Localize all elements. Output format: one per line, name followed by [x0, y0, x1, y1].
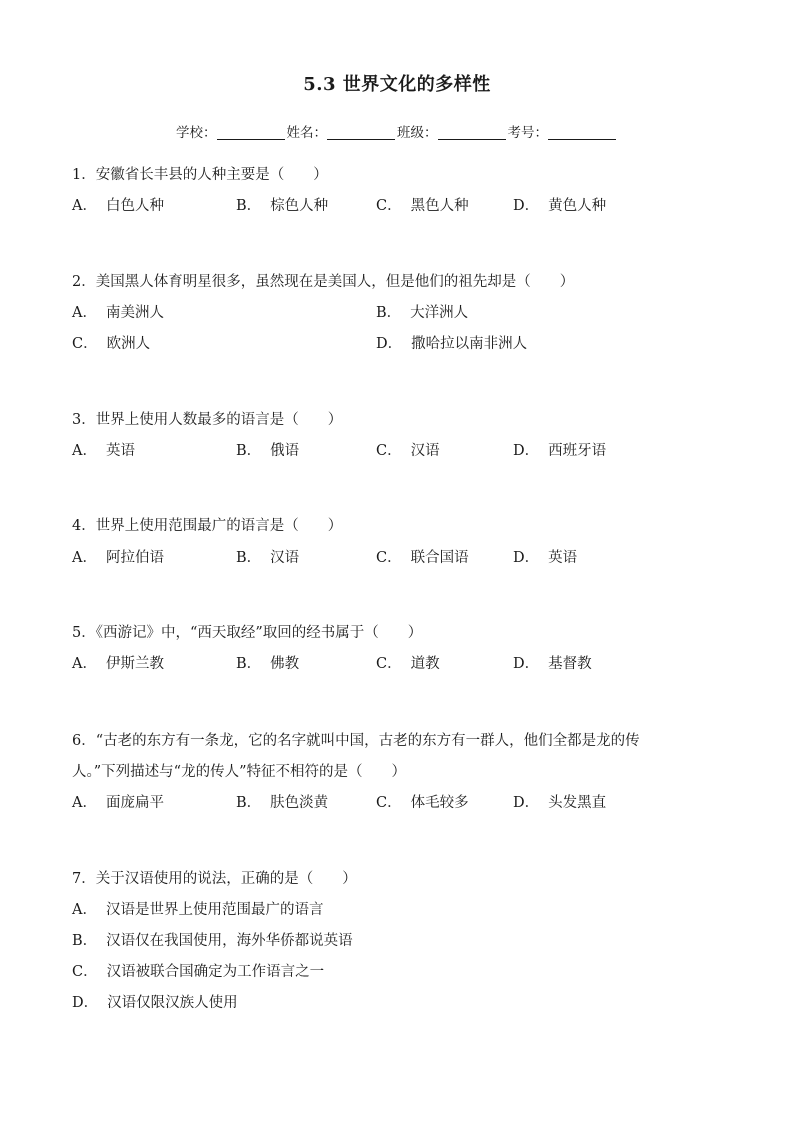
question-4-option-c: C． 联合国语: [376, 550, 469, 566]
question-3-options: [72, 436, 732, 467]
question-2-options-row2: [72, 329, 732, 360]
question-4-option-d: D． 英语: [513, 550, 578, 566]
question-7-stem: 7．关于汉语使用的说法，正确的是（ ）: [72, 871, 357, 887]
name-blank: [327, 125, 395, 140]
question-1-stem: 1．安徽省长丰县的人种主要是（ ）: [72, 167, 328, 183]
question-6-option-b: B． 肤色淡黄: [236, 795, 329, 811]
question-2-option-d: D． 撒哈拉以南非洲人: [376, 336, 528, 352]
question-1-options: [72, 191, 732, 222]
question-2-option-c: C． 欧洲人: [72, 336, 151, 352]
question-2-stem: 2．美国黑人体育明星很多，虽然现在是美国人，但是他们的祖先却是（ ）: [72, 274, 575, 290]
exam-number-label: 考号：: [507, 125, 548, 141]
question-3-option-d: D． 西班牙语: [513, 443, 607, 459]
question-1-option-a: A． 白色人种: [72, 198, 164, 214]
question-3-option-b: B． 俄语: [236, 443, 300, 459]
question-3-option-a: A． 英语: [72, 443, 135, 459]
question-5-option-a: A． 伊斯兰教: [72, 656, 164, 672]
question-7-option-d: D． 汉语仅限汉族人使用: [72, 995, 238, 1011]
question-1-option-c: C． 黑色人种: [376, 198, 469, 214]
student-info-line: [0, 121, 794, 141]
question-6-stem-line-1: 6．“古老的东方有一条龙，它的名字就叫中国，古老的东方有一群人，他们全都是龙的传: [72, 733, 640, 749]
question-3-option-c: C． 汉语: [376, 443, 440, 459]
question-6-stem-line-2: 人。”下列描述与“龙的传人”特征不相符的是（ ）: [72, 764, 406, 780]
question-4-stem: 4．世界上使用范围最广的语言是（ ）: [72, 518, 343, 534]
question-3-stem: 3．世界上使用人数最多的语言是（ ）: [72, 412, 343, 428]
question-4-option-a: A． 阿拉伯语: [72, 550, 164, 566]
question-6-option-d: D． 头发黑直: [513, 795, 607, 811]
school-label: 学校：: [176, 125, 217, 141]
question-2-option-b: B． 大洋洲人: [376, 305, 469, 321]
school-blank: [217, 125, 285, 140]
question-7-option-c: C． 汉语被联合国确定为工作语言之一: [72, 964, 325, 980]
class-label: 班级：: [397, 125, 438, 141]
question-7-option-a: A． 汉语是世界上使用范围最广的语言: [72, 902, 324, 918]
question-7-option-b: B． 汉语仅在我国使用，海外华侨都说英语: [72, 933, 353, 949]
name-label: 姓名：: [286, 125, 327, 141]
question-5-option-c: C． 道教: [376, 656, 440, 672]
question-2-option-a: A． 南美洲人: [72, 305, 164, 321]
question-5-stem: 5．《西游记》中，“西天取经”取回的经书属于（ ）: [72, 625, 423, 641]
question-5-option-b: B． 佛教: [236, 656, 300, 672]
question-2-options-row1: [72, 298, 732, 329]
question-5-option-d: D． 基督教: [513, 656, 592, 672]
question-6-option-a: A． 面庞扁平: [72, 795, 164, 811]
question-5-options: [72, 649, 732, 680]
question-1-option-d: D． 黄色人种: [513, 198, 607, 214]
question-4-option-b: B． 汉语: [236, 550, 300, 566]
question-6-option-c: C． 体毛较多: [376, 795, 469, 811]
question-4-options: [72, 543, 732, 574]
page-title: 5.3 世界文化的多样性: [303, 74, 491, 95]
question-6-options: [72, 788, 732, 819]
question-1-option-b: B． 棕色人种: [236, 198, 329, 214]
class-blank: [438, 125, 506, 140]
exam-number-blank: [548, 125, 616, 140]
